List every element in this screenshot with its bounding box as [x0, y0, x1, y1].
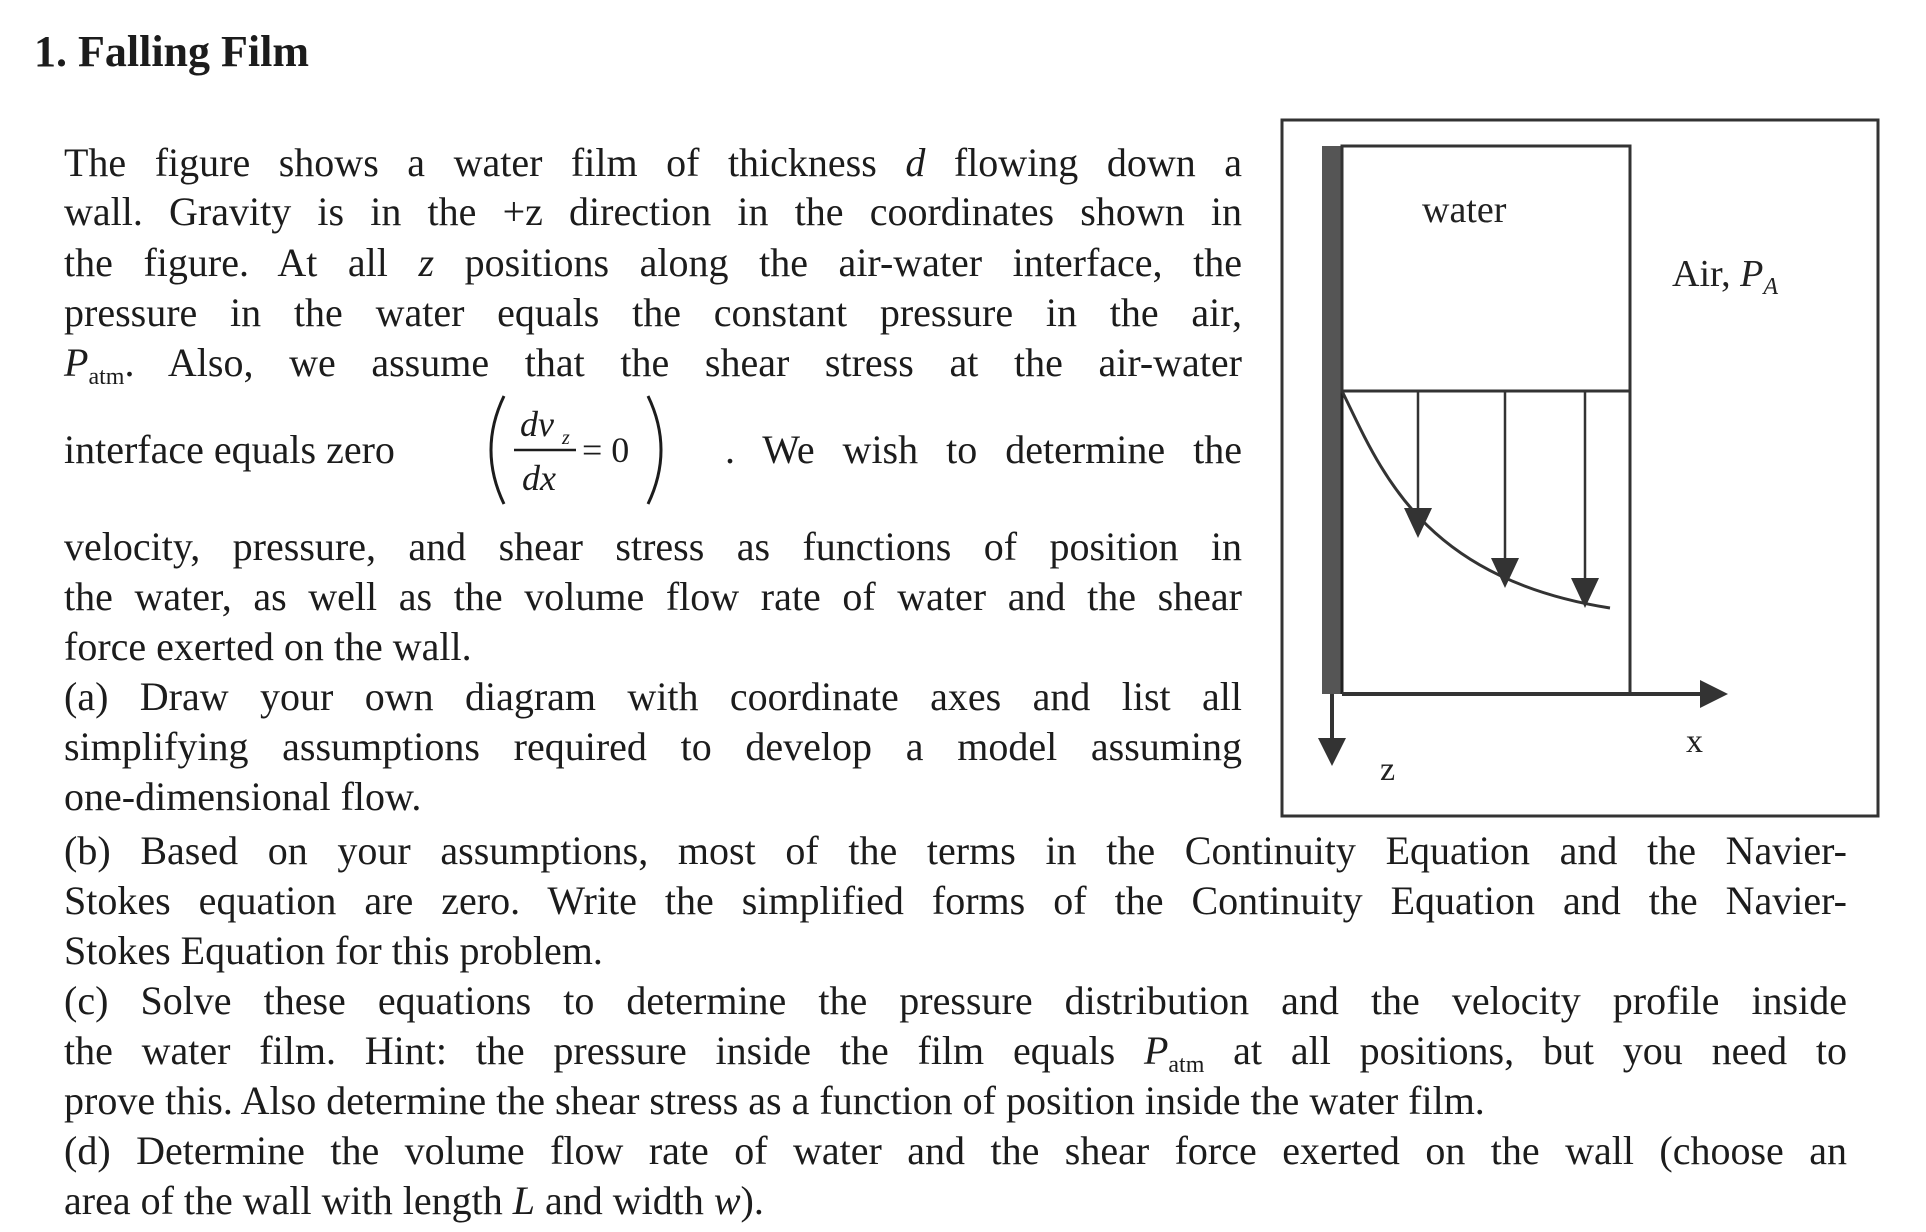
text-run: and width — [534, 1178, 714, 1223]
text-run: . Also, we assume that the shear stress at the air-water — [124, 340, 1242, 385]
var-p: P — [1143, 1028, 1169, 1073]
numerator: dv — [520, 404, 554, 444]
formula-rhs: = 0 — [582, 430, 630, 470]
text-run: the figure. At all — [64, 240, 419, 285]
part-a-line-2: simplifying assumptions required to develop a model assuming — [64, 724, 1242, 769]
numerator-subscript: z — [562, 427, 570, 449]
formula-svg — [472, 390, 692, 510]
part-c-line-1: (c) Solve these equations to determine the pressure distribution and the velocity profile inside — [64, 978, 1847, 1023]
velocity-arrow-1-head — [1404, 508, 1432, 538]
text-run: The figure shows a water film of thickness — [64, 140, 906, 185]
var-w: w — [713, 1178, 741, 1223]
paragraph-line-1 — [64, 138, 1242, 188]
z-axis-label: z — [1380, 751, 1396, 788]
paragraph-line-7: velocity, pressure, and shear stress as functions of position in — [64, 524, 1242, 569]
var-L: L — [512, 1178, 535, 1223]
part-a-line-1: (a) Draw your own diagram with coordinate axes and list all — [64, 674, 1242, 719]
paragraph-line-4: pressure in the water equals the constant pressure in the air, — [64, 290, 1242, 335]
formula-dvz-dx — [472, 390, 692, 510]
right-paren — [648, 396, 661, 504]
text-run: ). — [740, 1178, 764, 1223]
air-p: P — [1740, 253, 1764, 295]
paragraph-line-8: the water, as well as the volume flow rate of water and the shear — [64, 574, 1242, 619]
figure-svg — [1280, 118, 1880, 818]
paragraph-line-6a: interface equals zero — [64, 427, 395, 472]
paragraph-line-9: force exerted on the wall. — [64, 624, 472, 669]
figure-frame — [1282, 120, 1878, 816]
x-axis-arrowhead — [1700, 680, 1728, 708]
part-b-line-2: Stokes equation are zero. Write the simplified forms of the Continuity Equation and the Navier- — [64, 878, 1847, 923]
part-d-line-1: (d) Determine the volume flow rate of water and the shear force exerted on the wall (choose an — [64, 1128, 1847, 1173]
x-axis-label: x — [1686, 723, 1703, 760]
paragraph-line-2: wall. Gravity is in the +z direction in the coordinates shown in — [64, 189, 1242, 234]
text-run: positions along the air-water interface, the — [434, 240, 1242, 285]
falling-film-figure — [1280, 118, 1880, 818]
z-axis-arrowhead — [1318, 738, 1346, 766]
air-sub: A — [1763, 274, 1779, 300]
subscript-atm: atm — [88, 364, 125, 390]
part-b-line-3: Stokes Equation for this problem. — [64, 928, 603, 973]
text-run: the water film. Hint: the pressure inside the film equals — [64, 1028, 1144, 1073]
denominator: dx — [522, 458, 556, 498]
wall-hatch — [1322, 146, 1342, 694]
var-p: P — [64, 340, 89, 385]
velocity-profile-curve — [1342, 391, 1610, 608]
text-run: area of the wall with length — [64, 1178, 513, 1223]
var-d: d — [905, 140, 926, 185]
part-d-line-2 — [64, 1176, 1847, 1226]
part-a-line-3: one-dimensional flow. — [64, 774, 422, 819]
paragraph-line-6b: . We wish to determine the — [725, 427, 1242, 472]
left-paren — [491, 396, 504, 504]
text-run: flowing down a — [925, 140, 1242, 185]
velocity-arrow-3-head — [1571, 578, 1599, 608]
var-z: z — [418, 240, 435, 285]
section-title: 1. Falling Film — [34, 27, 309, 76]
air-text: Air, — [1672, 253, 1741, 295]
water-label: water — [1422, 189, 1507, 231]
paragraph-line-3 — [64, 238, 1242, 288]
part-c-line-3: prove this. Also determine the shear stress as a function of position inside the water film. — [64, 1078, 1485, 1123]
air-label — [1672, 253, 1778, 300]
part-b-line-1: (b) Based on your assumptions, most of the terms in the Continuity Equation and the Navier- — [64, 828, 1847, 873]
text-run: at all positions, but you need to — [1204, 1028, 1847, 1073]
subscript-atm: atm — [1168, 1052, 1205, 1078]
water-box-top — [1342, 146, 1630, 391]
